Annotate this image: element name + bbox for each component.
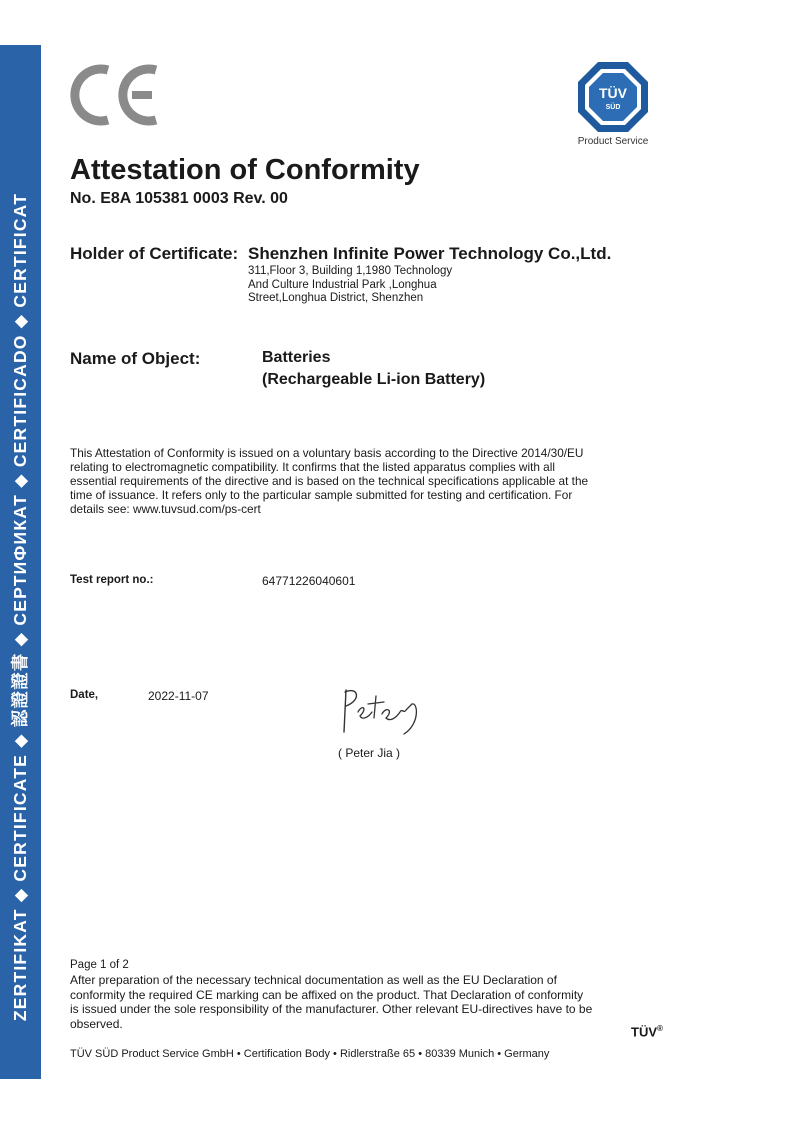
statement-line: details see: www.tuvsud.com/ps-cert (70, 502, 261, 516)
date-label: Date, (70, 689, 99, 701)
address-line: And Culture Industrial Park ,Longhua (248, 278, 437, 291)
signatory-name: ( Peter Jia ) (338, 746, 401, 760)
footer-note (70, 973, 620, 1031)
certificate-number: No. E8A 105381 0003 Rev. 00 (70, 190, 288, 207)
tuv-brand: TÜV (599, 85, 627, 101)
ce-mark-icon (68, 62, 162, 128)
registered-mark: ® (657, 1024, 663, 1033)
holder-name: Shenzhen Infinite Power Technology Co.,Ltd. (248, 244, 612, 263)
holder-label: Holder of Certificate: (70, 244, 239, 263)
holder-address (248, 265, 452, 306)
statement-line: time of issuance. It refers only to the particular sample submitted for testing and certification. For (70, 488, 573, 502)
test-report-number: 64771226040601 (262, 574, 356, 588)
side-band (0, 45, 41, 1079)
footer-line: conformity the required CE marking can be affixed on the product. That Declaration of conformity (70, 987, 584, 1002)
tuv-mark-text: TÜV (631, 1024, 657, 1040)
test-report-label: Test report no.: (70, 574, 154, 586)
statement-line: This Attestation of Conformity is issued on a voluntary basis according to the Directive 2014/30/EU (70, 446, 584, 460)
tuv-sud-logo-icon (576, 60, 650, 134)
tuv-mark (631, 1024, 663, 1039)
tuv-sub-brand: SÜD (605, 104, 621, 111)
object-label: Name of Object: (70, 349, 201, 368)
page-number: Page 1 of 2 (70, 959, 129, 971)
footer-line: After preparation of the necessary technical documentation as well as the EU Declaration of (70, 973, 557, 987)
object-name: Batteries (262, 349, 331, 366)
footer-line: is issued under the sole responsibility of the manufacturer. Other relevant EU-directives have to be (70, 1002, 593, 1016)
address-line: 311,Floor 3, Building 1,1980 Technology (248, 265, 453, 277)
side-band-text: ZERTIFIKAT ◆ CERTIFICATE ◆ 認證證書 ◆ СЕРТИФИКАТ ◆ CERTIFICADO ◆ CERTIFICAT (10, 192, 30, 1022)
statement-line: essential requirements of the directive and is based on the technical specifications applicable at the (70, 474, 589, 488)
issuer-address: TÜV SÜD Product Service GmbH • Certification Body • Ridlerstraße 65 • 80339 Munich • Germany (70, 1048, 550, 1060)
address-line: Street,Longhua District, Shenzhen (248, 292, 424, 304)
statement-line: relating to electromagnetic compatibility. It confirms that the listed apparatus complies with all (70, 460, 555, 474)
footer-line: observed. (70, 1016, 123, 1031)
issue-date: 2022-11-07 (148, 689, 209, 703)
signature-icon (338, 684, 424, 740)
object-description: (Rechargeable Li-ion Battery) (262, 371, 486, 388)
document-title: Attestation of Conformity (70, 154, 420, 186)
logo-caption: Product Service (577, 136, 649, 147)
conformity-statement (70, 446, 630, 516)
